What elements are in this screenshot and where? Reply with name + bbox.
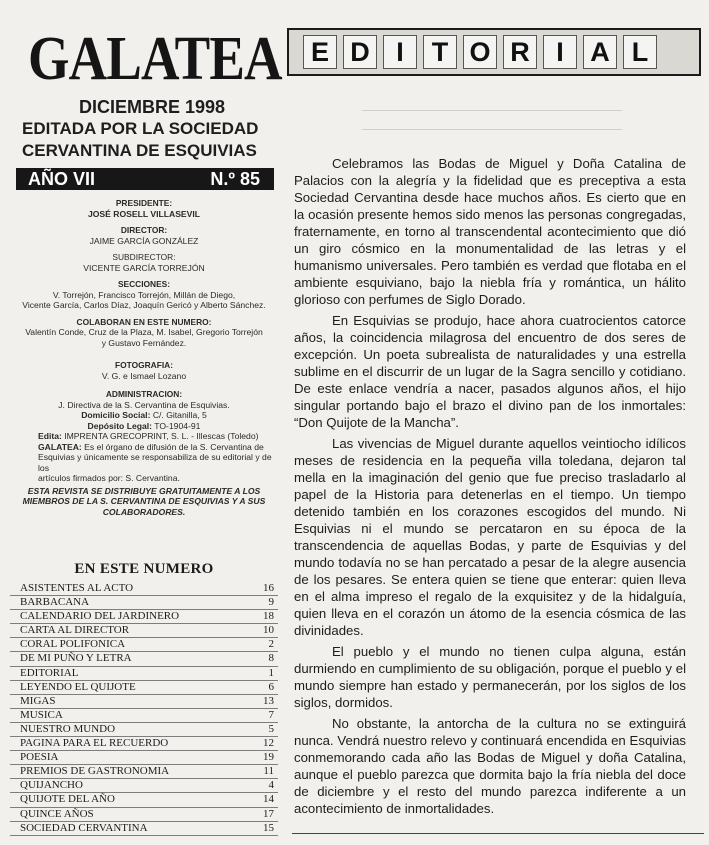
credit-value: Esquivias y únicamente se responsabiliza de su editorial y de los <box>38 452 272 473</box>
table-of-contents <box>10 582 278 836</box>
toc-row <box>10 822 278 836</box>
toc-row <box>10 765 278 779</box>
toc-row <box>10 681 278 695</box>
credit-value: IMPRENTA GRECOPRINT, S. L. - Illescas (Toledo) <box>64 431 259 441</box>
issue-info <box>10 96 278 162</box>
publisher-line-1: EDITADA POR LA SOCIEDAD <box>22 119 259 138</box>
credit-label: Domicilio Social: <box>81 410 151 420</box>
credit-value: V. Torrejón, Francisco Torrejón, Millán de Diego, <box>52 289 236 300</box>
credit-label: ADMINISTRACION: <box>105 389 183 399</box>
editorial-heading-letter: E <box>303 35 337 69</box>
credits-block <box>10 198 278 517</box>
toc-item-title: MUSICA <box>20 708 63 721</box>
editorial-heading-letter: I <box>543 35 577 69</box>
credit-value: y Gustavo Fernández. <box>101 337 187 348</box>
distribution-notice: ESTA REVISTA SE DISTRIBUYE GRATUITAMENTE A LOS <box>27 485 261 496</box>
credit-label: SECCIONES: <box>117 279 171 289</box>
toc-row <box>10 582 278 596</box>
toc-row <box>10 808 278 822</box>
credit-value <box>38 442 278 453</box>
toc-item-page: 11 <box>263 765 274 778</box>
distribution-notice: COLABORADORES. <box>102 506 186 517</box>
editorial-heading-letter: A <box>583 35 617 69</box>
toc-item-title: CARTA AL DIRECTOR <box>20 624 130 637</box>
toc-item-page: 14 <box>263 793 274 806</box>
credit-value: J. Directiva de la S. Cervantina de Esquivias. <box>58 399 230 410</box>
toc-item-page: 19 <box>263 751 274 764</box>
editorial-body <box>294 155 686 821</box>
credit-value: JOSÉ ROSELL VILLASEVIL <box>87 208 201 219</box>
credit-value: Vicente García, Carlos Díaz, Joaquín Gericó y Alberto Sánchez. <box>22 300 266 310</box>
editorial-paragraph: Celebramos las Bodas de Miguel y Doña Catalina de Palacios con la alegría y la fidelidad que es preceptiva a esta Sociedad Cervantina desde hace muchos años. Es cierto que en la ocasión presente hemos sido menos las personas congregadas, fraternamente, en torno al transcendental acontecimiento que dió un giro cósmico en la monumentalidad de las letras y el humanismo universales. Pero también es verdad que flotaba en el ambiente esquiviano, bajo la niebla fría y romántica, un hálito glorioso con perfumes de Siglo Dorado. <box>294 156 686 307</box>
toc-item-title: NUESTRO MUNDO <box>20 722 116 735</box>
editorial-heading-letters <box>303 35 657 69</box>
credit-label: DIRECTOR: <box>120 225 168 235</box>
credit-value: C/. Gitanilla, 5 <box>152 410 207 420</box>
credit-value: Es el órgano de difusión de la S. Cervantina de <box>84 441 264 452</box>
editorial-heading-letter: O <box>463 35 497 69</box>
editorial-heading-letter: I <box>383 35 417 69</box>
toc-item-title: CALENDARIO DEL JARDINERO <box>20 610 180 623</box>
issue-number: N.º 85 <box>210 169 260 189</box>
credit-label: GALATEA: <box>38 441 82 452</box>
toc-row <box>10 624 278 638</box>
left-column <box>10 25 282 836</box>
credit-value <box>10 410 278 421</box>
toc-item-page: 13 <box>263 694 274 707</box>
toc-item-title: QUINCE AÑOS <box>20 807 94 820</box>
toc-item-title: POESIA <box>20 751 59 764</box>
toc-row <box>10 667 278 681</box>
toc-item-title: BARBACANA <box>20 596 90 609</box>
issue-bar <box>16 168 274 190</box>
toc-item-title: QUIJOTE DEL AÑO <box>20 793 115 806</box>
publisher-line-2: CERVANTINA DE ESQUIVIAS <box>22 141 257 160</box>
editorial-paragraph: El pueblo y el mundo no tienen culpa alguna, están durmiendo en cumplimiento de su obligación, porque el pueblo y el mundo siempre han estado y permanecerán, por los siglos de los siglos, dormidos. <box>294 644 686 710</box>
editorial-paragraph: No obstante, la antorcha de la cultura no se extinguirá nunca. Vendrá nuestro relevo y continuará encendida en Esquivias conmemorando cada año las Bodas de Miguel y doña Catalina, aunque el pueblo parezca que dormita bajo la fría niebla del doce de diciembre y el resto del mundo parezca indiferente a un acontecimiento de inmortalidades. <box>294 716 686 816</box>
toc-item-page: 9 <box>268 596 274 609</box>
editorial-heading <box>287 28 701 76</box>
toc-row <box>10 779 278 793</box>
credit-label: SUBDIRECTOR: <box>112 252 176 262</box>
toc-row <box>10 652 278 666</box>
credit-value: JAIME GARCÍA GONZÁLEZ <box>89 235 199 246</box>
toc-item-title: LEYENDO EL QUIJOTE <box>20 680 136 693</box>
toc-row <box>10 695 278 709</box>
credit-label: PRESIDENTE: <box>115 198 173 208</box>
toc-item-title: EDITORIAL <box>20 666 79 679</box>
toc-item-title: CORAL POLIFONICA <box>20 638 126 651</box>
toc-row <box>10 638 278 652</box>
toc-item-title: MIGAS <box>20 694 56 707</box>
credit-value: V. G. e Ismael Lozano <box>101 370 187 381</box>
toc-item-page: 17 <box>263 807 274 820</box>
toc-item-title: DE MI PUÑO Y LETRA <box>20 652 132 665</box>
credit-value: VICENTE GARCÍA TORREJÓN <box>83 262 205 273</box>
toc-item-page: 16 <box>263 582 274 594</box>
credit-label: COLABORAN EN ESTE NUMERO: <box>76 316 212 327</box>
distribution-notice: MIEMBROS DE LA S. CERVANTINA DE ESQUIVIAS Y A SUS <box>22 496 266 506</box>
editorial-paragraph: Las vivencias de Miguel durante aquellos veintiocho idílicos meses de residencia en la pequeña villa toledana, dejaron tal mella en la imaginación del genio que fue preciso trasladarlo al papel de la Historia para detenerlas en el tiempo. Un tiempo detenido también en los corazones escogidos del mundo. Ni Esquivias ni el mundo se percataron en su época de la transcendencia de aquellas Bodas, y parte de Esquivias y del mundo todavía no se han percatado a pesar de la alegre ausencia de los pesares. Se entera quien se tiene que enterar: quien lleva en el alma impreso el regalo de la exquisitez y de la hidalguía, quien lleva en el corazón un átomo de la esencia cósmica de las divinidades. <box>294 436 686 638</box>
editorial-heading-letter: D <box>343 35 377 69</box>
toc-item-title: ASISTENTES AL ACTO <box>20 582 134 594</box>
toc-item-page: 2 <box>268 638 274 651</box>
toc-title: EN ESTE NUMERO <box>74 561 214 577</box>
masthead-title: GALATEA <box>28 25 282 93</box>
toc-item-title: QUIJANCHO <box>20 779 83 792</box>
toc-item-page: 12 <box>263 737 274 750</box>
toc-item-page: 6 <box>268 680 274 693</box>
editorial-heading-letter: R <box>503 35 537 69</box>
toc-item-page: 15 <box>263 821 274 834</box>
right-column <box>287 28 703 76</box>
toc-row <box>10 596 278 610</box>
toc-item-page: 7 <box>268 708 274 721</box>
toc-item-page: 10 <box>263 624 274 637</box>
credit-value: Valentín Conde, Cruz de la Plaza, M. Isabel, Gregorio Torrejón <box>25 327 263 337</box>
toc-item-page: 5 <box>268 722 274 735</box>
credit-label: Edita: <box>38 431 62 441</box>
toc-row <box>10 793 278 807</box>
editorial-heading-letter: T <box>423 35 457 69</box>
toc-row <box>10 709 278 723</box>
editorial-paragraph: En Esquivias se produjo, hace ahora cuatrocientos catorce años, la coincidencia milagrosa del encuentro de dos seres de excepción. Un poeta subrealista de naturalidades y una estrella sublime en el discurrir de un lugar de la Sagra sencillo y cotidiano. De este enlace vendría a nacer, pasados algunos años, el hijo singular portando bajo el brazo el divino pan de los inmortales: “Don Quijote de la Mancha”. <box>294 313 686 430</box>
toc-item-page: 18 <box>263 610 274 623</box>
credit-label: FOTOGRAFIA: <box>115 360 173 370</box>
toc-row <box>10 723 278 737</box>
credit-value <box>38 431 278 442</box>
credit-value: artículos firmados por: S. Cervantina. <box>38 473 180 483</box>
credit-value: TO-1904-91 <box>154 420 201 431</box>
show-through-texture <box>282 72 702 142</box>
credit-label: Depósito Legal: <box>87 420 153 431</box>
toc-item-title: SOCIEDAD CERVANTINA <box>20 821 148 834</box>
toc-row <box>10 737 278 751</box>
toc-row <box>10 610 278 624</box>
toc-row <box>10 751 278 765</box>
toc-item-title: PAGINA PARA EL RECUERDO <box>20 737 169 750</box>
editorial-heading-letter: L <box>623 35 657 69</box>
bottom-rule <box>292 833 704 834</box>
issue-year: AÑO VII <box>28 169 96 189</box>
toc-item-title: PREMIOS DE GASTRONOMIA <box>20 765 170 778</box>
credit-value <box>10 421 278 432</box>
toc-item-page: 1 <box>268 666 274 679</box>
toc-item-page: 8 <box>268 652 274 665</box>
toc-item-page: 4 <box>268 779 274 792</box>
issue-date: DICIEMBRE 1998 <box>78 97 226 117</box>
